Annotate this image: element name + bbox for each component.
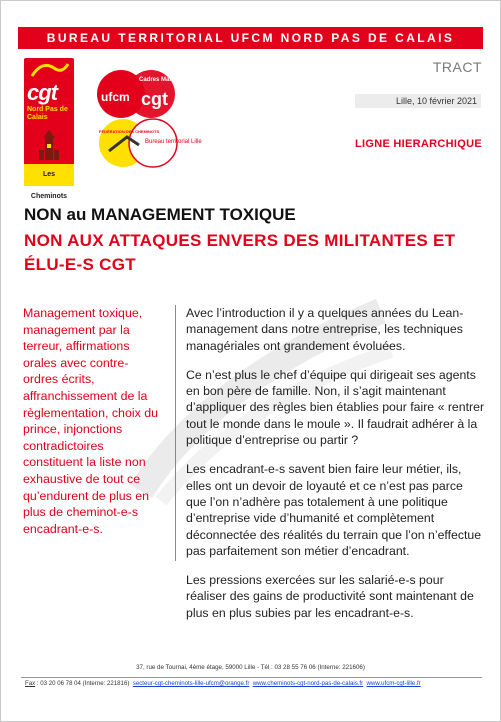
body-paragraph: Avec l’introduction il y a quelques années du Lean-management dans notre entreprise, les techniques managériales ont grandement évoluées.: [186, 306, 464, 353]
belfry-icon: [36, 130, 62, 160]
email-link[interactable]: secteur-cgt-cheminots-lille-ufcm@orange.fr: [132, 680, 250, 687]
website-link-1[interactable]: www.cheminots-cgt-nord-pas-de-calais.fr: [252, 680, 364, 687]
body-paragraph: Ce n’est plus le chef d’équipe qui dirigeait ses agents en bon père de famille. Non, il s’agit maintenant d’appliquer des règles bien établies pour faire « rentrer tout le monde dans le moule ». Il faudrait adhérer à la politique d’entreprise ou partir ?: [186, 367, 485, 448]
ufcm-word: ufcm: [101, 90, 130, 104]
column-divider: [175, 305, 176, 561]
body-paragraph: Les pressions exercées sur les salarié-e-s pour réaliser des gains de productivité sont maintenant de plus en plus subies par les encadrant-e-s.: [186, 573, 474, 620]
ufcm-cadres-text: Cadres Maîtrises: [139, 77, 188, 83]
ufcm-fed-text: FÉDÉRATION DES CHEMINOTS: [99, 129, 160, 134]
cgt-logo-word: cgt: [27, 80, 57, 105]
body-paragraph: Les encadrant-e-s savent bien faire leur métier, ils, elles ont un devoir de loyauté et ce n’est pas parce que l’on n’adhère pas totalement à une politique d’entreprise vide d’humanité et complètement déconnectée des réalités du terrain que l’on n’effectue pas parfaitement son métier d’encadrant.: [186, 462, 482, 558]
category-label: LIGNE HIERARCHIQUE: [354, 138, 482, 150]
body-text: [186, 305, 486, 634]
title-line-1: NON au MANAGEMENT TOXIQUE: [24, 205, 296, 224]
title-line-2: NON AUX ATTAQUES ENVERS DES MILITANTES ET ÉLU-E-S CGT: [24, 231, 456, 274]
cgt-cheminots-logo: [24, 58, 74, 200]
footer-contacts: [25, 680, 495, 687]
doc-type-label: TRACT: [432, 59, 482, 75]
ufcm-bureau-text: Bureau territorial Lille: [145, 139, 202, 145]
website-link-2[interactable]: www.ufcm-cgt-lille.fr: [366, 680, 421, 687]
ufcm-cgt-word: cgt: [141, 89, 168, 109]
header-banner: BUREAU TERRITORIAL UFCM NORD PAS DE CALAIS: [18, 27, 483, 49]
intro-text: Management toxique, management par la terreur, affirmations orales avec contre-ordres écrits, affranchissement de la règlementation, choix du prince, injonctions contradictoires constituent la liste non exhaustive de tout ce qu’endurent de plus en plus de cheminot-e-s encadrant-e-s.: [23, 306, 159, 536]
la-mark-icon: [24, 58, 74, 82]
footer-divider: [21, 677, 482, 678]
cgt-logo-bottom: Les Cheminots: [24, 164, 74, 186]
ufcm-cgt-logo: [93, 61, 202, 173]
cgt-logo-region: Nord Pas de Calais: [27, 106, 68, 121]
fax-number: : 03 20 06 78 04 (Interne: 221816): [36, 680, 130, 687]
date-label: Lille, 10 février 2021: [355, 94, 481, 108]
fax-label: Fax: [25, 680, 36, 687]
footer-address: 37, rue de Tournai, 4ème étage, 59000 Lille - Tél : 03 28 55 76 06 (Interne: 221606): [136, 664, 365, 671]
